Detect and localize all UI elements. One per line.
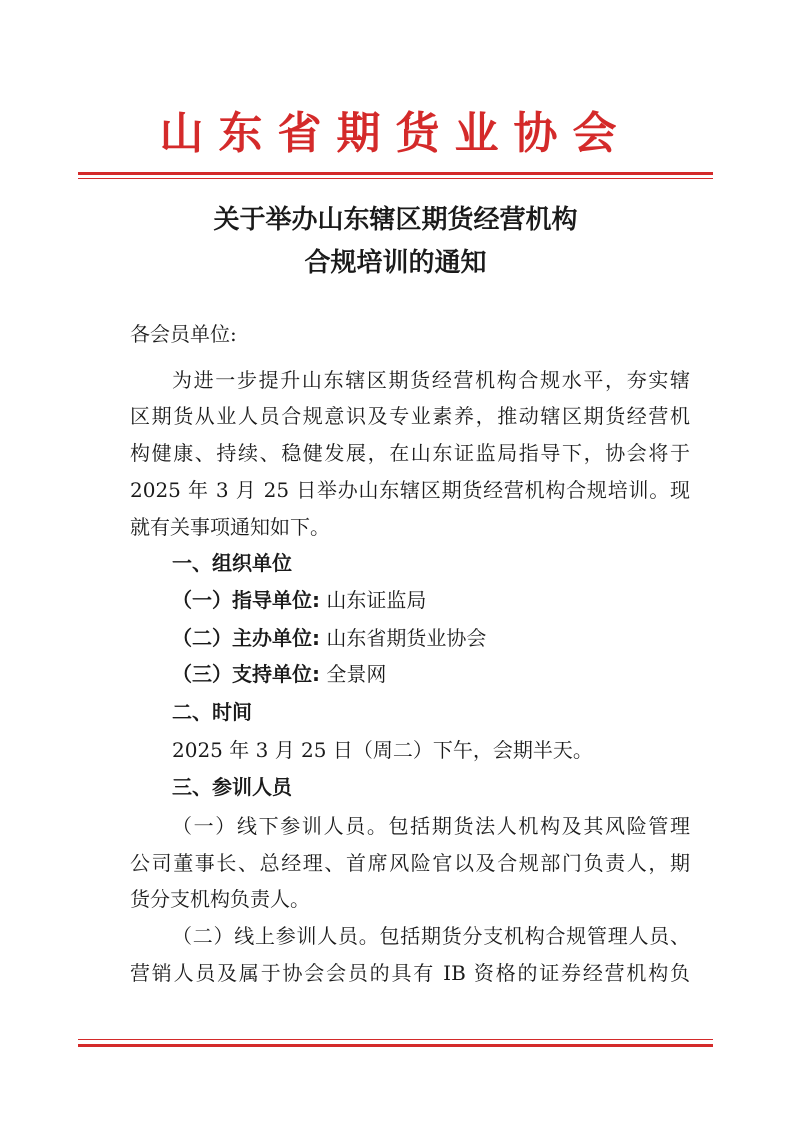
participants-para2-line-2: 营销人员及属于协会会员的具有 IB 资格的证券经营机构负 [130,961,690,985]
footer-red-rule-thick [78,1044,713,1047]
participants-para1-line-2: 公司董事长、总经理、首席风险官以及合规部门负责人，期 [130,851,690,875]
organizer-label: （二）主办单位: [172,626,320,650]
org-name-header: 山东省期货业协会 [159,108,632,159]
intro-line-2: 区期货从业人员合规意识及专业素养，推动辖区期货经营机 [130,404,690,428]
participants-para1-line-1: （一）线下参训人员。包括期货法人机构及其风险管理 [172,814,690,838]
intro-line-5: 就有关事项通知如下。 [130,515,330,539]
section-heading-time: 二、时间 [172,700,252,724]
organizer-label: （一）指导单位: [172,588,320,612]
organizer-value: 山东证监局 [326,588,427,612]
section-heading-participants: 三、参训人员 [172,775,292,799]
section-heading-organizers: 一、组织单位 [172,551,292,575]
organizer-value: 全景网 [326,662,387,686]
organizer-item-host [172,624,732,652]
participants-para2-line-1: （二）线上参训人员。包括期货分支机构合规管理人员、 [172,924,690,948]
organizer-item-guide [172,586,732,614]
intro-line-3: 构健康、持续、稳健发展，在山东证监局指导下，协会将于 [130,441,690,465]
intro-line-4: 2025 年 3 月 25 日举办山东辖区期货经营机构合规培训。现 [130,478,690,502]
organizer-item-support [172,660,732,688]
footer-red-rule-thin [78,1039,713,1040]
salutation: 各会员单位: [130,322,237,346]
document-title-line-1: 关于举办山东辖区期货经营机构 [213,205,578,235]
time-text: 2025 年 3 月 25 日（周二）下午，会期半天。 [172,738,593,762]
participants-para1-line-3: 货分支机构负责人。 [130,887,310,911]
organizer-label: （三）支持单位: [172,662,320,686]
header-red-rule-thick [78,172,713,175]
header-red-rule-thin [78,178,713,179]
document-title-line-2: 合规培训的通知 [304,248,487,278]
intro-line-1: 为进一步提升山东辖区期货经营机构合规水平，夯实辖 [172,368,690,392]
organizer-value: 山东省期货业协会 [326,626,487,650]
